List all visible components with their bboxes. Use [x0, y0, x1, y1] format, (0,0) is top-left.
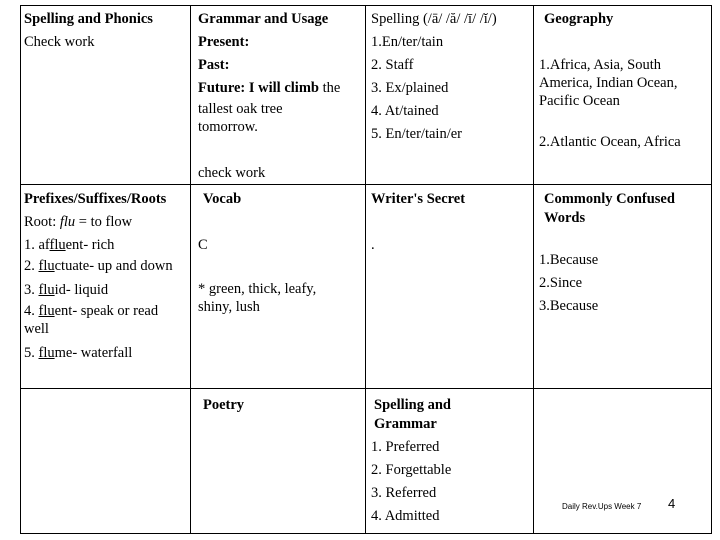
- grammar-check-work: check work: [198, 165, 266, 181]
- root-label: Root:: [24, 214, 60, 230]
- confused-item: 3.Because: [539, 298, 599, 314]
- grammar-usage-title: Grammar and Usage: [198, 11, 329, 27]
- prefixes-title: Prefixes/Suffixes/Roots: [24, 191, 167, 207]
- root-underline: flu: [38, 303, 55, 319]
- spelling-phonics-body: Check work: [24, 34, 95, 50]
- footer-caption: Daily Rev.Ups Week 7: [562, 502, 642, 511]
- root-underline: flu: [38, 258, 55, 274]
- root-meaning: = to flow: [75, 214, 133, 230]
- spelling-vowels-cell: [371, 8, 529, 146]
- vocab-cell: [198, 188, 358, 316]
- spelling-grammar-item: 3. Referred: [371, 485, 437, 501]
- spelling-grammar-item: 2. Forgettable: [371, 462, 452, 478]
- spelling-grammar-title: Spelling and Grammar: [374, 397, 451, 432]
- spelling-vowels-item: 4. At/tained: [371, 103, 439, 119]
- writers-secret-body: .: [371, 237, 375, 253]
- root-underline: flu: [38, 345, 55, 361]
- spelling-vowels-item: 2. Staff: [371, 57, 414, 73]
- grammar-past: Past:: [198, 57, 230, 73]
- spelling-grammar-item: 4. Admitted: [371, 508, 440, 524]
- spelling-grammar-cell: [371, 394, 529, 528]
- grammar-future-rest: tallest oak tree tomorrow.: [198, 101, 283, 135]
- spelling-vowels-item: 1.En/ter/tain: [371, 34, 444, 50]
- confused-words-title: Commonly Confused Words: [544, 191, 675, 226]
- root-underline: flu: [49, 237, 66, 253]
- spelling-phonics-title: Spelling and Phonics: [24, 11, 153, 27]
- vocab-note: * green, thick, leafy, shiny, lush: [198, 281, 317, 315]
- column-divider: [533, 6, 534, 533]
- vocab-title: Vocab: [203, 191, 242, 207]
- spelling-vowels-title: Spelling (/ā/ /ă/ /ī/ /ĭ/): [371, 11, 497, 27]
- root-word: flu: [59, 214, 76, 230]
- page-number: 4: [668, 496, 676, 511]
- poetry-cell: [198, 394, 358, 417]
- grammar-usage-cell: [198, 8, 366, 136]
- row-divider: [21, 184, 711, 185]
- grammar-future-label: Future: I will climb: [198, 80, 319, 96]
- geography-title: Geography: [544, 11, 614, 27]
- grammar-present: Present:: [198, 34, 250, 50]
- writers-secret-title: Writer's Secret: [371, 191, 466, 207]
- vocab-answer: C: [198, 237, 208, 253]
- confused-words-cell: [539, 188, 709, 318]
- root-underline: flu: [38, 282, 55, 298]
- grammar-future-tail: the: [322, 80, 341, 96]
- row-divider: [21, 388, 711, 389]
- column-divider: [190, 6, 191, 533]
- writers-secret-cell: [371, 188, 529, 257]
- spelling-vowels-item: 5. En/ter/tain/er: [371, 126, 462, 142]
- poetry-title: Poetry: [203, 397, 245, 413]
- geography-item-1: 1.Africa, Asia, South America, Indian Ocean, Pacific Ocean: [539, 57, 678, 109]
- confused-item: 1.Because: [539, 252, 599, 268]
- geography-item-2: 2.Atlantic Ocean, Africa: [539, 134, 681, 150]
- spelling-grammar-item: 1. Preferred: [371, 439, 440, 455]
- spelling-vowels-item: 3. Ex/plained: [371, 80, 449, 96]
- confused-item: 2.Since: [539, 275, 583, 291]
- spelling-phonics-cell: [24, 8, 184, 54]
- geography-cell: [539, 8, 709, 154]
- prefixes-cell: Prefixes/Suffixes/Roots Root: flu = to flow 1. affluent- rich 2. fluctuate- up and down 3. fluid- liquid 4. fluent- speak or read well 5. flume- waterfall: [24, 188, 186, 365]
